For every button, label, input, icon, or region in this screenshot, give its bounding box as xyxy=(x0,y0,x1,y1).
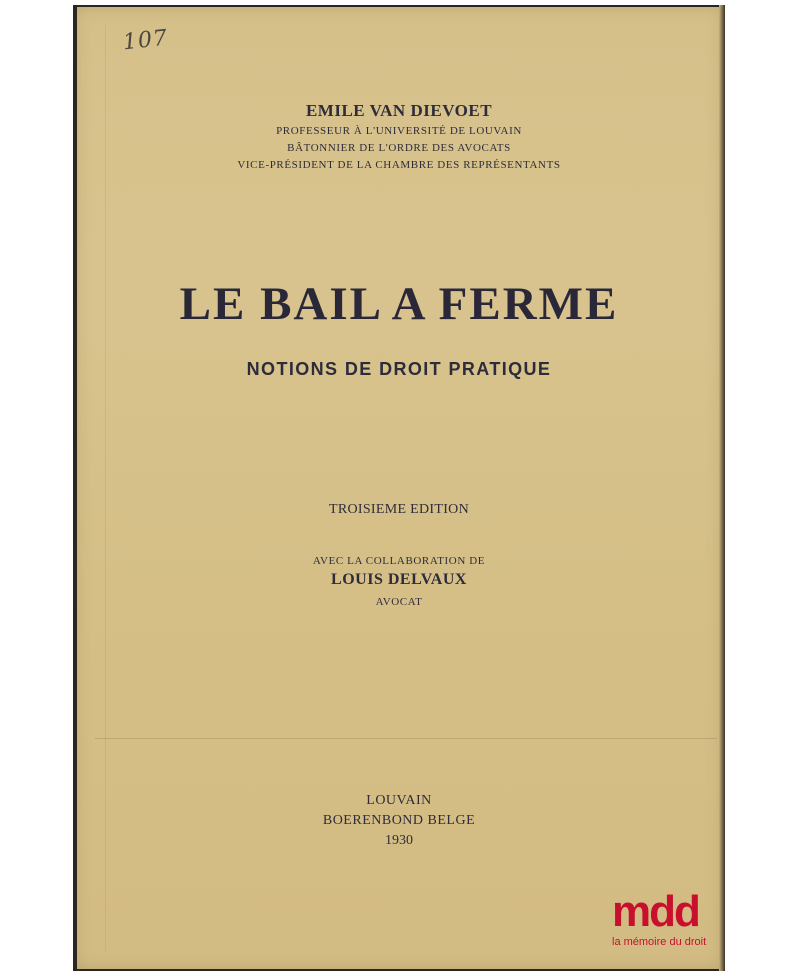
book-subtitle: NOTIONS DE DROIT PRATIQUE xyxy=(246,359,552,379)
mdd-logo-mark: mdd xyxy=(612,887,699,936)
handwritten-number: 107 xyxy=(121,25,170,56)
author-name: EMILE VAN DIEVOET xyxy=(305,101,493,120)
author-title-3: VICE-PRÉSIDENT DE LA CHAMBRE DES REPRÉSENTANTS xyxy=(237,159,561,171)
cover-horizontal-crease xyxy=(95,738,717,739)
edition-label: TROISIEME EDITION xyxy=(328,502,470,517)
imprint-city: LOUVAIN xyxy=(366,793,432,808)
book-cover xyxy=(73,5,725,971)
imprint-year: 1930 xyxy=(385,833,413,848)
imprint-publisher: BOERENBOND BELGE xyxy=(322,813,476,828)
collaboration-intro: AVEC LA COLLABORATION DE xyxy=(312,555,486,567)
mdd-logo-tagline: la mémoire du droit xyxy=(612,936,707,948)
author-title-1: PROFESSEUR À L'UNIVERSITÉ DE LOUVAIN xyxy=(276,125,522,137)
book-title: LE BAIL A FERME xyxy=(179,278,619,330)
mdd-watermark-logo xyxy=(612,887,716,948)
author-title-2: BÂTONNIER DE L'ORDRE DES AVOCATS xyxy=(287,142,511,154)
collaborator-name: LOUIS DELVAUX xyxy=(331,571,467,588)
collaborator-role: AVOCAT xyxy=(375,596,423,608)
